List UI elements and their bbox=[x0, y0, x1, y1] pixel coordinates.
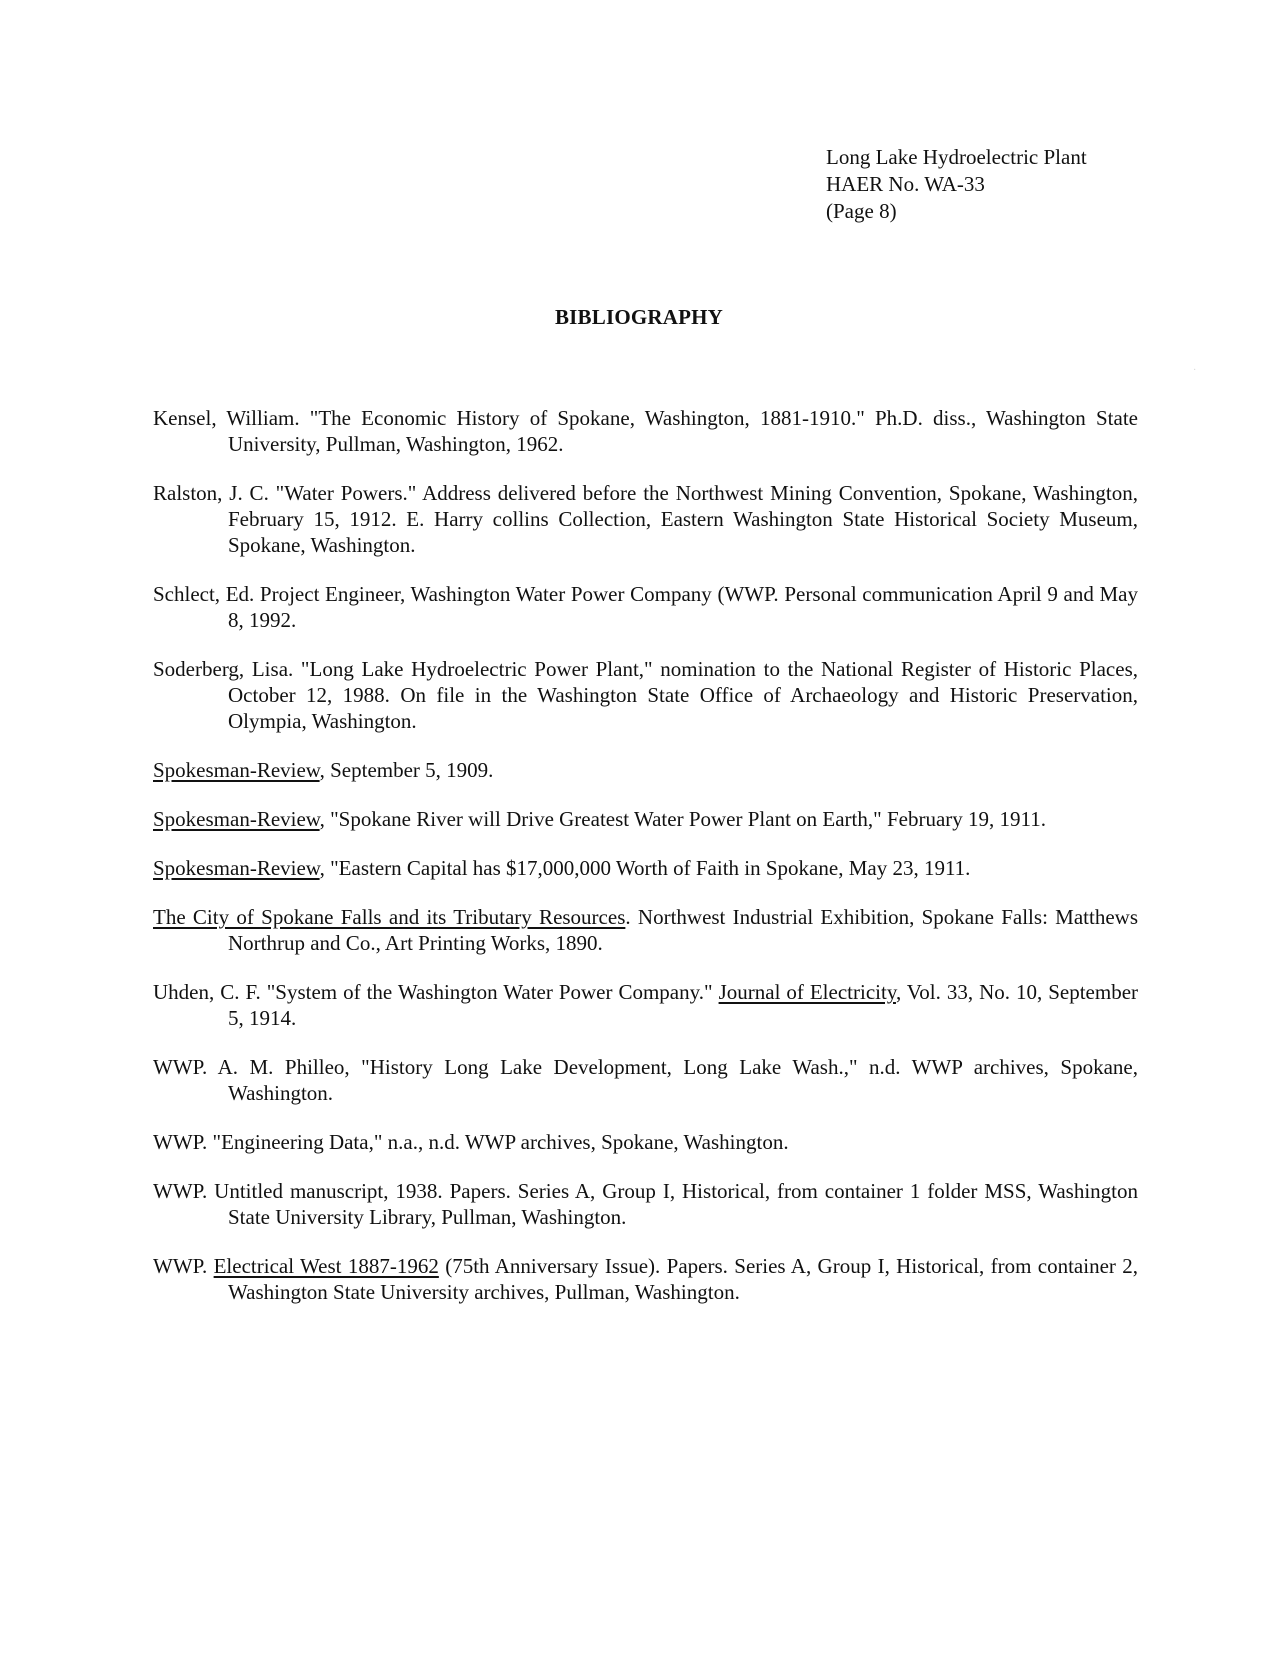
header-plant-name: Long Lake Hydroelectric Plant bbox=[826, 145, 1087, 169]
entry-text: Uhden, C. F. "System of the Washington Water Power Company." bbox=[153, 980, 719, 1004]
underlined-title: Journal of Electricity bbox=[718, 980, 896, 1004]
entry-text: Ralston, J. C. "Water Powers." Address delivered before the Northwest Mining Convention, Spokane, Washington, February 15, 1912. E. Harry collins Collection, Eastern Washington State Historical Society Museum, Spokane, Washington. bbox=[153, 481, 1138, 557]
entry-text: . Northwest Industrial Exhibition, Spokane Falls: Matthews Northrup and Co., Art Printing Works, 1890. bbox=[228, 905, 1139, 955]
entry-text: , September 5, 1909. bbox=[319, 758, 494, 782]
bibliography-entry bbox=[153, 405, 1138, 457]
underlined-title: Spokesman-Review bbox=[153, 856, 320, 880]
bibliography-entry bbox=[153, 904, 1138, 956]
document-header bbox=[826, 144, 1087, 225]
entry-text: (75th Anniversary Issue). Papers. Series A, Group I, Historical, from container 2, Washington State University archives, Pullman, Washington. bbox=[228, 1254, 1139, 1304]
scan-artifact: · bbox=[1193, 365, 1197, 376]
entry-text: , "Eastern Capital has $17,000,000 Worth of Faith in Spokane, May 23, 1911. bbox=[319, 856, 971, 880]
bibliography-entry bbox=[153, 979, 1138, 1031]
bibliography-entry bbox=[153, 480, 1138, 558]
entry-text: WWP. "Engineering Data," n.a., n.d. WWP archives, Spokane, Washington. bbox=[153, 1130, 789, 1154]
entry-text: Kensel, William. "The Economic History of Spokane, Washington, 1881-1910." Ph.D. diss., Washington State University, Pullman, Washington, 1962. bbox=[153, 406, 1138, 456]
entry-text: , "Spokane River will Drive Greatest Water Power Plant on Earth," February 19, 1911. bbox=[319, 807, 1046, 831]
bibliography-entry bbox=[153, 656, 1138, 734]
bibliography-entry bbox=[153, 1178, 1138, 1230]
bibliography-entry bbox=[153, 855, 1138, 881]
header-page-number: (Page 8) bbox=[826, 199, 897, 223]
underlined-title: Electrical West 1887-1962 bbox=[213, 1254, 439, 1278]
bibliography-title: BIBLIOGRAPHY bbox=[554, 305, 724, 329]
underlined-title: The City of Spokane Falls and its Tributary Resources bbox=[153, 905, 626, 929]
entry-text: Soderberg, Lisa. "Long Lake Hydroelectric Power Plant," nomination to the National Register of Historic Places, October 12, 1988. On file in the Washington State Office of Archaeology and Historic Preservation, Olympia, Washington. bbox=[153, 657, 1138, 733]
entry-text: WWP. Untitled manuscript, 1938. Papers. Series A, Group I, Historical, from container 1 folder MSS, Washington State University Library, Pullman, Washington. bbox=[153, 1179, 1138, 1229]
entry-text: Schlect, Ed. Project Engineer, Washington Water Power Company (WWP. Personal communication April 9 and May 8, 1992. bbox=[153, 582, 1138, 632]
bibliography-entry bbox=[153, 1054, 1138, 1106]
entry-text: , Vol. 33, No. 10, September 5, 1914. bbox=[228, 980, 1139, 1030]
entry-text: WWP. bbox=[153, 1254, 214, 1278]
header-haer-number: HAER No. WA-33 bbox=[826, 172, 985, 196]
bibliography-entry bbox=[153, 581, 1138, 633]
underlined-title: Spokesman-Review bbox=[153, 758, 320, 782]
bibliography-entry bbox=[153, 1253, 1138, 1305]
underlined-title: Spokesman-Review bbox=[153, 807, 320, 831]
bibliography-list bbox=[153, 382, 1138, 1305]
entry-text: WWP. A. M. Philleo, "History Long Lake Development, Long Lake Wash.," n.d. WWP archives, Spokane, Washington. bbox=[153, 1055, 1138, 1105]
bibliography-entry bbox=[153, 806, 1138, 832]
bibliography-entry bbox=[153, 1129, 1138, 1155]
bibliography-entry bbox=[153, 757, 1138, 783]
